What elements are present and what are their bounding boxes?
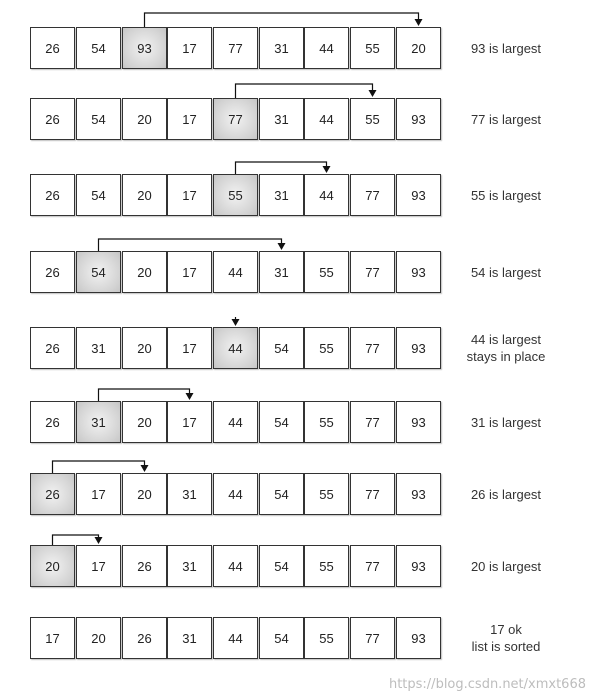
list-cell: 93 [396,174,441,216]
list-cell: 55 [304,545,349,587]
list-cell: 44 [213,251,258,293]
list-row-2 [0,98,594,140]
caption-line: stays in place [466,349,546,364]
swap-arrow [145,13,423,27]
list-cell: 26 [30,251,75,293]
swap-arrow [99,389,194,401]
caption-line: 26 is largest [470,486,542,502]
list-cell: 54 [259,401,304,443]
step-caption [462,111,550,128]
arrow-head [186,393,194,400]
list-row-5 [0,327,594,369]
swap-arrow [232,317,240,326]
caption-line: 93 is largest [470,40,542,56]
list-cell: 17 [30,617,75,659]
caption-line: 54 is largest [470,264,542,280]
list-cell: 77 [350,401,395,443]
list-cell: 31 [76,327,121,369]
list-cell: 20 [122,401,167,443]
step-caption [462,187,550,204]
list-cell: 20 [122,473,167,515]
list-row-4 [0,251,594,293]
arrow-path [236,162,327,174]
highlighted-cell: 55 [213,174,258,216]
list-cell: 54 [76,27,121,69]
caption-line: list is sorted [471,639,541,654]
list-cell: 26 [30,401,75,443]
list-cell: 31 [259,174,304,216]
list-cell: 93 [396,617,441,659]
arrow-path [99,389,190,401]
list-cell: 17 [167,174,212,216]
list-cell: 55 [304,617,349,659]
list-cell: 44 [213,545,258,587]
highlighted-cell: 93 [122,27,167,69]
list-row-6 [0,401,594,443]
list-cell: 26 [30,27,75,69]
list-cell: 26 [122,545,167,587]
list-cell: 77 [350,251,395,293]
list-cell: 55 [350,27,395,69]
list-cell: 44 [213,473,258,515]
watermark-text: https://blog.csdn.net/xmxt668 [388,677,586,692]
list-cell: 54 [76,98,121,140]
arrow-head [232,319,240,326]
arrow-head [369,90,377,97]
list-cell: 77 [213,27,258,69]
list-cell: 77 [350,473,395,515]
caption-line: 55 is largest [470,187,542,203]
list-cell: 26 [30,327,75,369]
step-caption [462,486,550,503]
list-cell: 31 [259,251,304,293]
highlighted-cell: 44 [213,327,258,369]
list-row-3 [0,174,594,216]
step-caption [462,558,550,575]
caption-line: 20 is largest [470,558,542,574]
list-cell: 20 [122,98,167,140]
list-cell: 55 [304,251,349,293]
arrow-path [145,13,419,27]
list-cell: 20 [396,27,441,69]
list-cell: 31 [167,545,212,587]
list-cell: 31 [167,473,212,515]
list-cell: 20 [122,327,167,369]
step-caption [462,264,550,281]
arrow-path [236,84,373,98]
highlighted-cell: 77 [213,98,258,140]
caption-line: 77 is largest [470,111,542,127]
arrow-head [95,537,103,544]
list-cell: 17 [167,27,212,69]
swap-arrow [236,84,377,98]
swap-arrow [53,535,103,545]
list-cell: 54 [259,617,304,659]
highlighted-cell: 31 [76,401,121,443]
list-cell: 17 [76,473,121,515]
swap-arrow [236,162,331,174]
list-cell: 77 [350,617,395,659]
list-cell: 20 [122,174,167,216]
list-cell: 54 [259,473,304,515]
list-cell: 44 [304,174,349,216]
step-caption [462,331,550,365]
list-cell: 93 [396,327,441,369]
list-cell: 54 [76,174,121,216]
list-cell: 17 [167,327,212,369]
list-cell: 93 [396,401,441,443]
list-row-7 [0,473,594,515]
list-cell: 55 [304,473,349,515]
arrow-head [141,465,149,472]
list-cell: 55 [304,327,349,369]
swap-arrow [53,461,149,473]
list-cell: 93 [396,98,441,140]
step-caption [462,414,550,431]
list-cell: 44 [304,27,349,69]
highlighted-cell: 26 [30,473,75,515]
list-cell: 93 [396,545,441,587]
list-row-8 [0,545,594,587]
caption-line: 31 is largest [470,414,542,430]
list-cell: 20 [76,617,121,659]
list-cell: 31 [167,617,212,659]
step-caption [462,621,550,655]
arrow-path [99,239,282,251]
arrow-head [323,166,331,173]
list-cell: 55 [350,98,395,140]
list-cell: 77 [350,174,395,216]
list-cell: 17 [167,251,212,293]
list-cell: 54 [259,545,304,587]
list-cell: 20 [122,251,167,293]
list-cell: 55 [304,401,349,443]
list-cell: 26 [30,174,75,216]
list-cell: 44 [213,401,258,443]
list-cell: 77 [350,545,395,587]
list-cell: 26 [122,617,167,659]
step-caption [462,40,550,57]
list-cell: 26 [30,98,75,140]
list-cell: 44 [304,98,349,140]
list-row-1 [0,27,594,69]
list-cell: 31 [259,98,304,140]
list-cell: 93 [396,251,441,293]
list-cell: 54 [259,327,304,369]
list-cell: 17 [167,401,212,443]
list-cell: 44 [213,617,258,659]
highlighted-cell: 54 [76,251,121,293]
list-cell: 31 [259,27,304,69]
list-row-9 [0,617,594,659]
list-cell: 17 [167,98,212,140]
arrow-head [415,19,423,26]
arrow-path [53,461,145,473]
caption-line: 17 ok [490,622,522,637]
arrow-path [53,535,99,545]
list-cell: 77 [350,327,395,369]
list-cell: 17 [76,545,121,587]
caption-line: 44 is largest [470,332,542,347]
list-cell: 93 [396,473,441,515]
arrow-head [278,243,286,250]
swap-arrow [99,239,286,251]
highlighted-cell: 20 [30,545,75,587]
